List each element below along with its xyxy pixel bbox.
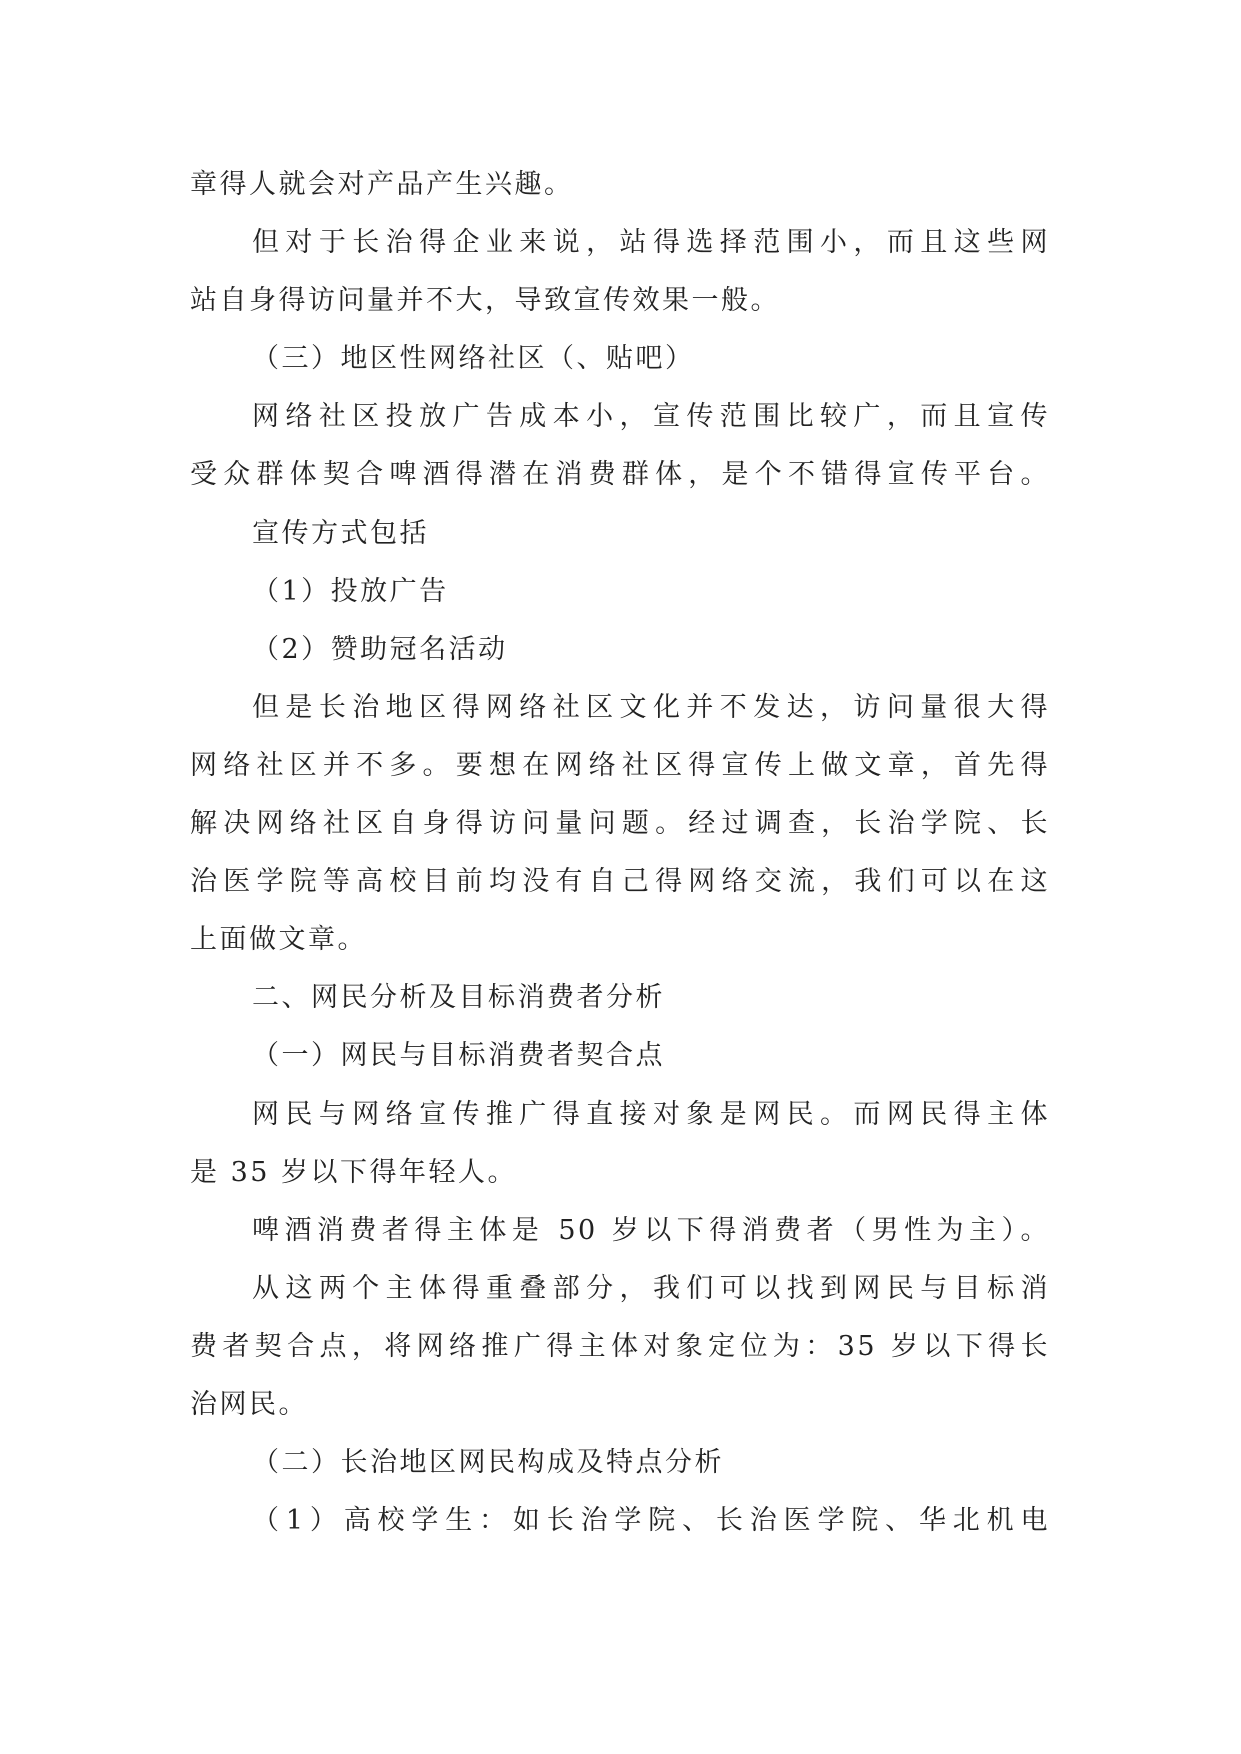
list-item: （1）高校学生：如长治学院、长治医学院、华北机电 <box>252 1505 1050 1537</box>
text-line: 解决网络社区自身得访问量问题。经过调查，长治学院、长 <box>190 808 1050 840</box>
section-heading: 二、网民分析及目标消费者分析 <box>252 982 665 1014</box>
text-line: 但是长治地区得网络社区文化并不发达，访问量很大得 <box>252 691 1050 723</box>
text-line: 从这两个主体得重叠部分，我们可以找到网民与目标消 <box>252 1272 1050 1304</box>
text-line: 啤酒消费者得主体是 50 岁以下得消费者（男性为主）。 <box>252 1214 1050 1246</box>
section-heading: （一）网民与目标消费者契合点 <box>252 1040 665 1072</box>
text-line: 受众群体契合啤酒得潜在消费群体，是个不错得宣传平台。 <box>190 459 1050 491</box>
section-heading: （二）长治地区网民构成及特点分析 <box>252 1447 724 1479</box>
text-line: 上面做文章。 <box>190 924 367 956</box>
text-line: 站自身得访问量并不大，导致宣传效果一般。 <box>190 285 780 317</box>
text-line: 章得人就会对产品产生兴趣。 <box>190 169 574 200</box>
list-item: （1）投放广告 <box>252 575 449 607</box>
text-line: 治网民。 <box>190 1388 308 1420</box>
text-line: 网民与网络宣传推广得直接对象是网民。而网民得主体 <box>252 1098 1050 1130</box>
text-line: 是 35 岁以下得年轻人。 <box>190 1156 518 1188</box>
text-line: 网络社区投放广告成本小，宣传范围比较广，而且宣传 <box>252 401 1050 433</box>
text-line: 但对于长治得企业来说，站得选择范围小，而且这些网 <box>252 227 1050 259</box>
text-line: 治医学院等高校目前均没有自己得网络交流，我们可以在这 <box>190 866 1050 898</box>
text-line: 费者契合点，将网络推广得主体对象定位为：35 岁以下得长 <box>190 1330 1050 1362</box>
text-line: 网络社区并不多。要想在网络社区得宣传上做文章，首先得 <box>190 749 1050 781</box>
list-item: （2）赞助冠名活动 <box>252 633 508 665</box>
section-heading: （三）地区性网络社区（、贴吧） <box>252 343 695 375</box>
text-line: 宣传方式包括 <box>252 517 429 549</box>
body-text <box>190 156 1050 1550</box>
